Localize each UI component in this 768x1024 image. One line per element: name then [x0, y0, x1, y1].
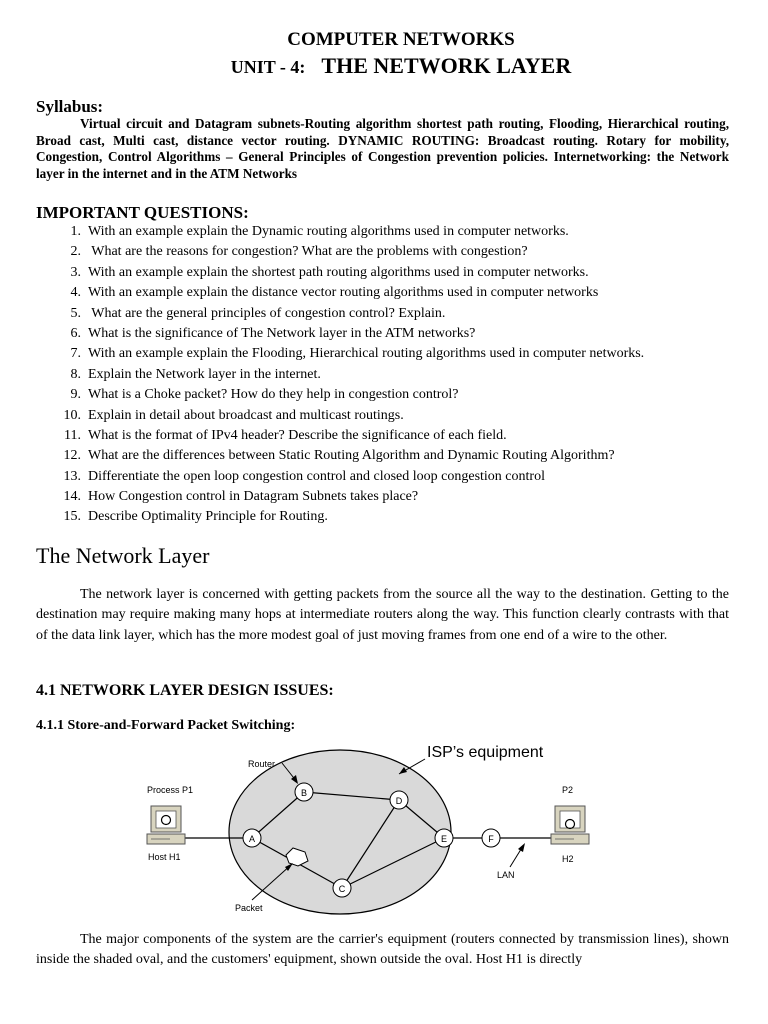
- question-text: Describe Optimality Principle for Routing.: [88, 509, 328, 525]
- section-title: The Network Layer: [36, 543, 210, 568]
- question-text: What is a Choke packet? How do they help in congestion control?: [88, 387, 459, 403]
- p2-label: P2: [562, 785, 574, 795]
- store-forward-heading: 4.1.1 Store-and-Forward Packet Switching:: [36, 718, 296, 733]
- node-d-label: D: [395, 796, 403, 806]
- node-f-label: F: [488, 834, 494, 844]
- figure-explanation-paragraph: The major components of the system are the carrier's equipment (routers connected by transmission lines), shown inside the shaded oval, and the customers' equipment, shown outside the oval. Host H1 is directly: [36, 932, 729, 968]
- node-a-label: A: [248, 834, 256, 844]
- host-h2-computer-icon: [551, 806, 589, 844]
- question-number: 13.: [63, 468, 81, 484]
- h2-label: H2: [562, 854, 574, 864]
- question-number: 2.: [70, 244, 81, 260]
- course-title: COMPUTER NETWORKS: [287, 29, 515, 50]
- node-b-label: B: [300, 788, 308, 798]
- syllabus-heading: Syllabus:: [36, 97, 104, 116]
- question-text: What are the general principles of congestion control? Explain.: [88, 305, 446, 321]
- question-text: With an example explain the Flooding, Hierarchical routing algorithms used in computer networks.: [88, 346, 645, 362]
- question-text: What is the format of IPv4 header? Describe the significance of each field.: [88, 427, 507, 443]
- question-text: Explain in detail about broadcast and multicast routings.: [88, 407, 404, 423]
- process-p1-label: Process P1: [147, 785, 194, 795]
- question-text: With an example explain the shortest path routing algorithms used in computer networks.: [88, 264, 589, 280]
- question-number: 6.: [70, 325, 81, 341]
- packet-label: Packet: [235, 903, 263, 913]
- question-number: 3.: [70, 264, 81, 280]
- unit-label: UNIT - 4:: [230, 57, 306, 77]
- question-number: 12.: [63, 448, 81, 464]
- host-h1-label: Host H1: [148, 852, 181, 862]
- question-number: 5.: [70, 305, 81, 321]
- question-number: 15.: [63, 509, 81, 525]
- question-text: Explain the Network layer in the internet.: [88, 366, 321, 382]
- question-text: What are the differences between Static Routing Algorithm and Dynamic Routing Algorithm?: [88, 448, 615, 464]
- questions-heading: IMPORTANT QUESTIONS:: [36, 203, 249, 222]
- intro-paragraph: The network layer is concerned with getting packets from the source all the way to the destination. Getting to the destination may require making many hops at intermediate routers along the way. This function clearly contrasts with that of the data link layer, which has the more modest goal of just moving frames from one end of a wire to the other.: [36, 587, 729, 643]
- host-h1-computer-icon: [147, 806, 185, 844]
- question-text: Differentiate the open loop congestion control and closed loop congestion control: [88, 468, 545, 484]
- question-number: 1.: [70, 224, 81, 239]
- question-text: With an example explain the Dynamic routing algorithms used in computer networks.: [88, 224, 569, 239]
- unit-title: THE NETWORK LAYER: [321, 53, 572, 78]
- design-issues-heading: 4.1 NETWORK LAYER DESIGN ISSUES:: [36, 682, 334, 699]
- question-number: 10.: [63, 407, 81, 423]
- question-text: With an example explain the distance vector routing algorithms used in computer networks: [88, 285, 599, 301]
- question-text: What is the significance of The Network layer in the ATM networks?: [88, 325, 476, 341]
- lan-label: LAN: [497, 870, 515, 880]
- isp-label: ISP’s equipment: [427, 744, 544, 761]
- question-number: 14.: [63, 489, 81, 505]
- question-number: 8.: [70, 366, 81, 382]
- question-number: 11.: [64, 427, 81, 443]
- router-label: Router: [248, 759, 276, 769]
- question-number: 4.: [70, 285, 81, 301]
- question-text: How Congestion control in Datagram Subnets takes place?: [88, 489, 419, 505]
- node-e-label: E: [440, 834, 448, 844]
- lan-arrowhead: [518, 843, 525, 852]
- question-number: 7.: [70, 346, 81, 362]
- question-number: 9.: [70, 387, 81, 403]
- syllabus-body: Virtual circuit and Datagram subnets-Routing algorithm shortest path routing, Flooding, Hierarchical routing, Broad cast, Multi cast, distance vector routing. DYNAMIC ROUTING: Broadcast routing. Rotary for mobility, Congestion, Control Algorithms – General Principles of Congestion prevention policies. Internetworking: the Network layer in the internet and in the ATM Networks: [36, 116, 729, 181]
- question-text: What are the reasons for congestion? What are the problems with congestion?: [88, 244, 528, 260]
- node-c-label: C: [338, 884, 346, 894]
